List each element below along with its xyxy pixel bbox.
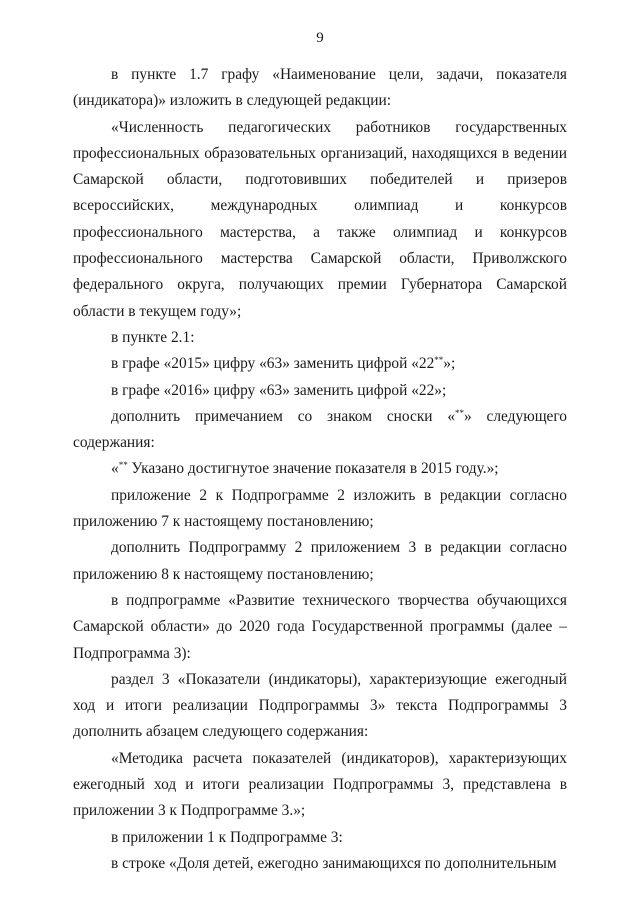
paragraph: в приложении 1 к Подпрограмме 3: [111,828,343,846]
document-body [73,62,567,877]
paragraph: в пункте 1.7 графу «Наименование цели, задачи, показателя (индикатора)» изложить в следующей редакции: [73,66,567,110]
paragraph: в пункте 2.1: [111,328,195,346]
paragraph [73,351,567,377]
paragraph [73,456,567,482]
text-fragment: « [111,460,119,478]
text-fragment: дополнить примечанием со знаком сноски « [111,407,456,425]
paragraph: дополнить Подпрограмму 2 приложением 3 в редакции согласно приложению 8 к настоящему постановлению; [73,539,567,583]
paragraph: «Методика расчета показателей (индикаторов), характеризующих ежегодный ход и итоги реализации Подпрограммы 3, представлена в приложении 3 к Подпрограмме 3.»; [73,749,567,820]
footnote-mark: ** [455,407,465,418]
paragraph: в подпрограмме «Развитие технического творчества обучающихся Самарской области» до 2020 года Государственной программы (далее – Подпрограмма 3): [73,591,567,662]
page-number: 9 [316,30,324,46]
text-fragment: »; [443,355,456,373]
paragraph: приложение 2 к Подпрограмме 2 изложить в редакции согласно приложению 7 к настоящему постановлению; [73,486,567,531]
paragraph [73,404,567,457]
paragraph: «Численность педагогических работников государственных профессиональных образовательных организаций, находящихся в ведении Самарской области, подготовивших победителей и призеров всероссийских, международных олимпиад и конкурсов профессионального мастерства, а также олимпиад и конкурсов профессионального мастерства Самарской области, Приволжского федерального округа, получающих премии Губернатора Самарской области в текущем году»; [73,118,567,320]
footnote-mark: ** [118,460,128,471]
paragraph: раздел 3 «Показатели (индикаторы), характеризующие ежегодный ход и итоги реализации Подпрограммы 3» текста Подпрограммы 3 дополнить абзацем следующего содержания: [73,670,567,741]
text-fragment: » следующего содержания: [73,407,567,452]
text-fragment: Указано достигнутое значение показателя в 2015 году.»; [127,460,499,478]
paragraph: в строке «Доля детей, ежегодно занимающихся по дополнительным [111,854,557,872]
text-fragment: в графе «2015» цифру «63» заменить цифрой «22 [111,355,435,373]
footnote-mark: ** [434,355,444,366]
paragraph: в графе «2016» цифру «63» заменить цифрой «22»; [111,381,447,399]
